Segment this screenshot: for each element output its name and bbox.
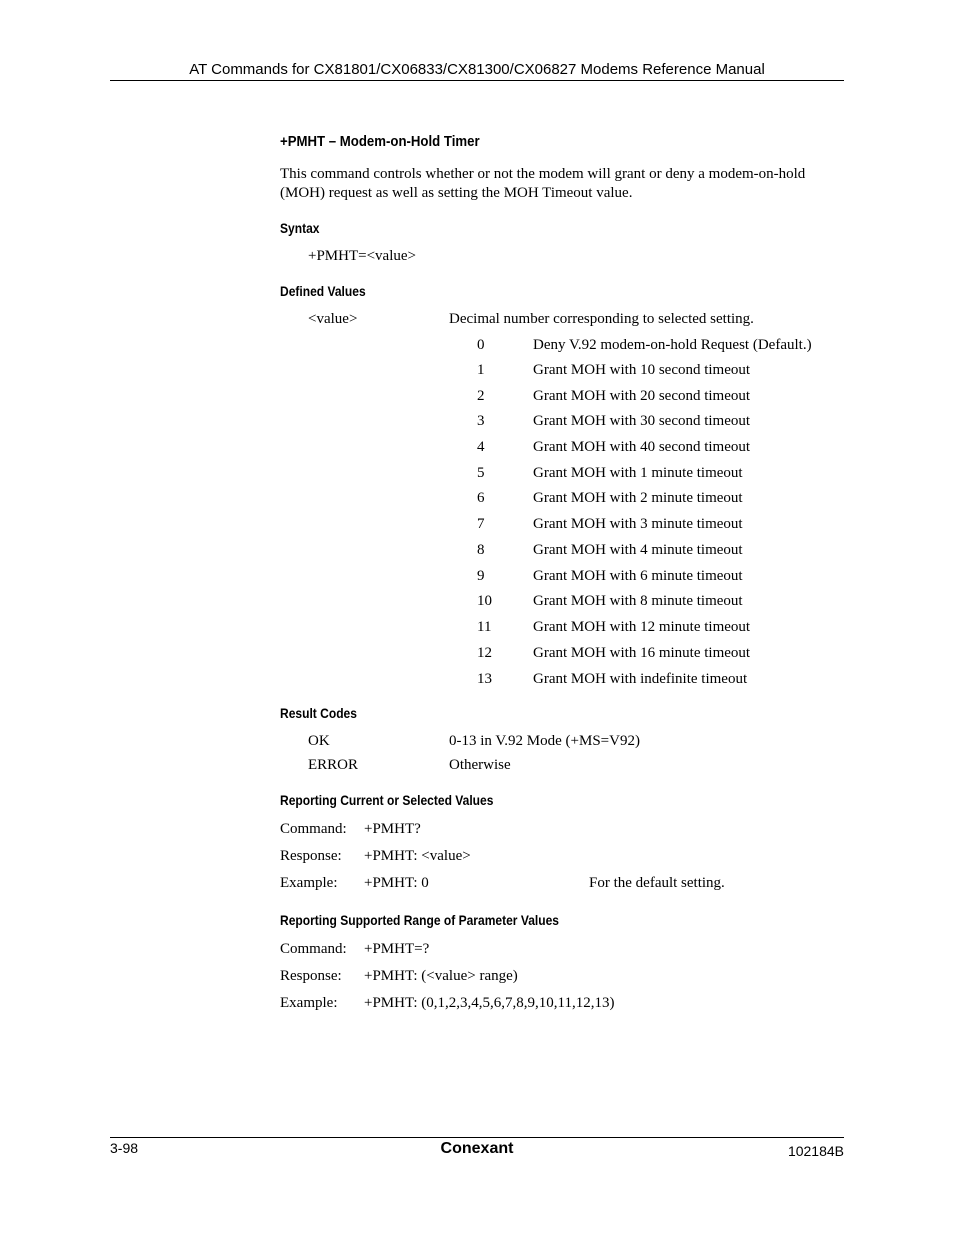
response-label: Response:	[280, 968, 342, 984]
value-number: 1	[477, 362, 485, 378]
value-meaning: Grant MOH with 2 minute timeout	[533, 490, 743, 506]
section-title: +PMHT – Modem-on-Hold Timer	[280, 133, 480, 150]
value-meaning: Grant MOH with 20 second timeout	[533, 388, 751, 404]
page-header-title: AT Commands for CX81801/CX06833/CX81300/CX06827 Modems Reference Manual	[189, 61, 765, 78]
defined-values-param: <value>	[308, 311, 358, 327]
response-value: +PMHT: <value>	[364, 848, 471, 864]
example-value: +PMHT: (0,1,2,3,4,5,6,7,8,9,10,11,12,13)	[364, 995, 615, 1011]
defined-values-heading: Defined Values	[280, 283, 366, 299]
section-intro: This command controls whether or not the modem will grant or deny a modem-on-hold (MOH) request as well as setting the MOH Timeout value.	[280, 166, 806, 201]
command-value: +PMHT=?	[364, 941, 430, 957]
reporting-current-heading: Reporting Current or Selected Values	[280, 792, 494, 808]
result-code-meaning: Otherwise	[449, 757, 511, 773]
value-meaning: Grant MOH with 40 second timeout	[533, 439, 751, 455]
syntax-heading: Syntax	[280, 220, 320, 236]
example-label: Example:	[280, 995, 338, 1011]
syntax-text: +PMHT=<value>	[308, 248, 416, 264]
value-number: 0	[477, 337, 485, 353]
value-number: 6	[477, 490, 485, 506]
command-label: Command:	[280, 821, 347, 837]
value-number: 11	[477, 619, 492, 635]
defined-values-description: Decimal number corresponding to selected setting.	[449, 311, 754, 327]
value-meaning: Grant MOH with 30 second timeout	[533, 413, 751, 429]
example-note: For the default setting.	[589, 875, 725, 891]
example-value: +PMHT: 0	[364, 875, 429, 891]
response-value: +PMHT: (<value> range)	[364, 968, 518, 984]
footer-company: Conexant	[440, 1140, 514, 1157]
reporting-range-heading: Reporting Supported Range of Parameter Values	[280, 912, 559, 928]
header-rule	[110, 80, 844, 81]
value-meaning: Grant MOH with 1 minute timeout	[533, 465, 743, 481]
command-label: Command:	[280, 941, 347, 957]
value-meaning: Grant MOH with 4 minute timeout	[533, 542, 743, 558]
value-meaning: Grant MOH with 8 minute timeout	[533, 593, 743, 609]
value-number: 7	[477, 516, 485, 532]
value-number: 8	[477, 542, 485, 558]
footer-document-number: 102184B	[787, 1143, 844, 1159]
result-code: OK	[308, 733, 330, 749]
value-number: 10	[477, 593, 492, 609]
value-number: 12	[477, 645, 492, 661]
result-codes-heading: Result Codes	[280, 705, 357, 721]
value-meaning: Deny V.92 modem-on-hold Request (Default.)	[533, 337, 812, 353]
footer-page-number: 3-98	[110, 1140, 139, 1156]
value-meaning: Grant MOH with 12 minute timeout	[533, 619, 751, 635]
value-meaning: Grant MOH with 6 minute timeout	[533, 568, 743, 584]
example-label: Example:	[280, 875, 338, 891]
value-number: 3	[477, 413, 485, 429]
value-meaning: Grant MOH with 3 minute timeout	[533, 516, 743, 532]
result-code-meaning: 0-13 in V.92 Mode (+MS=V92)	[449, 733, 640, 749]
value-meaning: Grant MOH with 16 minute timeout	[533, 645, 751, 661]
footer-rule	[110, 1137, 844, 1138]
value-number: 13	[477, 671, 492, 687]
result-code: ERROR	[308, 757, 359, 773]
command-value: +PMHT?	[364, 821, 421, 837]
value-number: 4	[477, 439, 485, 455]
value-meaning: Grant MOH with 10 second timeout	[533, 362, 751, 378]
value-meaning: Grant MOH with indefinite timeout	[533, 671, 748, 687]
response-label: Response:	[280, 848, 342, 864]
value-number: 5	[477, 465, 485, 481]
value-number: 2	[477, 388, 485, 404]
value-number: 9	[477, 568, 485, 584]
